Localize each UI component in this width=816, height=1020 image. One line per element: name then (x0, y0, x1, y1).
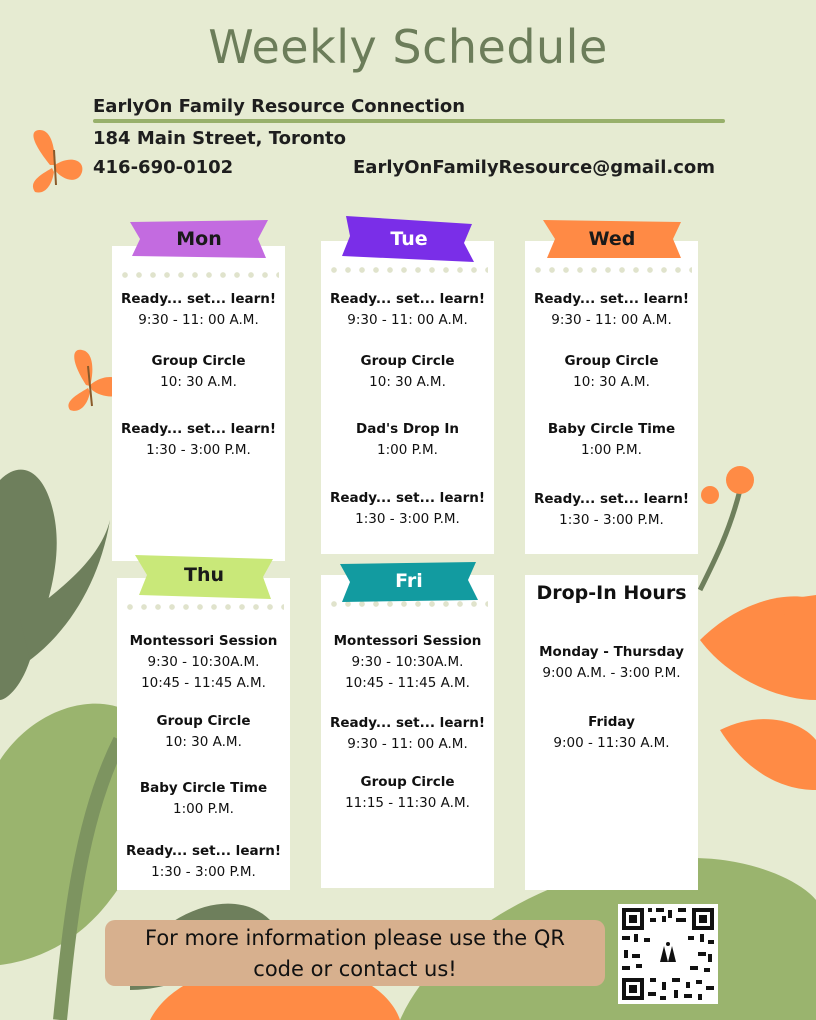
page-title: Weekly Schedule (208, 20, 608, 74)
left-leaf-dark (0, 470, 57, 700)
activity-time: 1:00 P.M. (377, 442, 438, 458)
day-card-mon (112, 246, 285, 561)
activity-name: Montessori Session (129, 633, 278, 649)
schedule-entry (525, 419, 698, 461)
activity-time: 10:45 - 11:45 A.M. (345, 675, 470, 691)
flower-icon (701, 486, 719, 504)
qr-code-icon[interactable] (618, 904, 718, 1004)
day-label-text: Thu (183, 564, 224, 586)
schedule-entry (321, 631, 494, 694)
activity-time: 9:30 - 10:30A.M. (147, 654, 260, 670)
day-label-text: Mon (176, 228, 222, 250)
activity-time: 9:30 - 11: 00 A.M. (551, 312, 672, 328)
activity-time: 1:30 - 3:00 P.M. (151, 864, 256, 880)
activity-name: Ready... set... learn! (120, 421, 277, 437)
activity-time: 10: 30 A.M. (160, 374, 237, 390)
header-divider (93, 119, 725, 123)
schedule-entry (525, 351, 698, 393)
dropin-card (525, 575, 698, 890)
contact-callout (105, 920, 605, 986)
org-phone[interactable]: 416-690-0102 (93, 157, 234, 178)
activity-time: 9:30 - 10:30A.M. (351, 654, 464, 670)
activity-name: Ready... set... learn! (533, 491, 690, 507)
schedule-entry (321, 289, 494, 331)
activity-time: 1:30 - 3:00 P.M. (355, 511, 460, 527)
activity-name: Dad's Drop In (356, 421, 459, 437)
day-label-text: Tue (390, 228, 428, 250)
schedule-entry (321, 488, 494, 530)
dropin-entry (525, 712, 698, 754)
activity-time: 9:30 - 11: 00 A.M. (347, 736, 468, 752)
schedule-entry (112, 289, 285, 331)
day-card-wed (525, 241, 698, 554)
activity-name: Ready... set... learn! (125, 843, 282, 859)
day-label-thu (135, 555, 273, 599)
schedule-entry (117, 778, 290, 820)
schedule-entry (117, 841, 290, 883)
activity-time: 1:00 P.M. (173, 801, 234, 817)
cta-line-2: code or contact us! (253, 957, 457, 981)
activity-name: Group Circle (360, 353, 455, 369)
activity-time: 9:30 - 11: 00 A.M. (347, 312, 468, 328)
activity-name: Baby Circle Time (547, 421, 676, 437)
day-label-mon (130, 220, 268, 258)
activity-name: Ready... set... learn! (329, 715, 486, 731)
org-email[interactable]: EarlyOnFamilyResource@gmail.com (353, 157, 716, 178)
flower-stem (700, 490, 740, 590)
dotted-divider (118, 272, 279, 278)
day-card-thu (117, 578, 290, 890)
activity-name: Ready... set... learn! (533, 291, 690, 307)
dropin-title: Drop-In Hours (536, 582, 687, 604)
activity-time: 10:45 - 11:45 A.M. (141, 675, 266, 691)
activity-name: Ready... set... learn! (329, 291, 486, 307)
right-orange-leaf-2 (720, 719, 816, 790)
activity-name: Baby Circle Time (139, 780, 268, 796)
schedule-entry (117, 711, 290, 753)
day-card-fri (321, 575, 494, 888)
dropin-entry (525, 642, 698, 684)
schedule-entry (321, 419, 494, 461)
day-label-text: Fri (395, 570, 423, 592)
schedule-entry (321, 351, 494, 393)
activity-time: 1:30 - 3:00 P.M. (146, 442, 251, 458)
cta-line-1: For more information please use the QR (144, 926, 566, 950)
activity-name: Ready... set... learn! (329, 490, 486, 506)
dropin-time: 9:00 A.M. - 3:00 P.M. (542, 665, 681, 681)
day-label-tue (340, 216, 478, 262)
day-label-fri (340, 562, 478, 602)
dropin-days: Monday - Thursday (539, 644, 684, 660)
dotted-divider (123, 604, 284, 610)
day-card-tue (321, 241, 494, 554)
activity-time: 10: 30 A.M. (165, 734, 242, 750)
activity-time: 1:30 - 3:00 P.M. (559, 512, 664, 528)
butterfly-icon (33, 130, 82, 193)
activity-time: 11:15 - 11:30 A.M. (345, 795, 470, 811)
activity-name: Group Circle (156, 713, 251, 729)
activity-name: Group Circle (151, 353, 246, 369)
activity-time: 10: 30 A.M. (573, 374, 650, 390)
org-name: EarlyOn Family Resource Connection (93, 96, 466, 117)
schedule-entry (112, 351, 285, 393)
dotted-divider (531, 267, 692, 273)
schedule-entry (112, 419, 285, 461)
dotted-divider (327, 267, 488, 273)
activity-name: Montessori Session (333, 633, 482, 649)
activity-time: 10: 30 A.M. (369, 374, 446, 390)
activity-name: Group Circle (564, 353, 659, 369)
schedule-entry (321, 772, 494, 814)
activity-time: 1:00 P.M. (581, 442, 642, 458)
activity-time: 9:30 - 11: 00 A.M. (138, 312, 259, 328)
schedule-entry (321, 713, 494, 755)
flower-icon (726, 466, 754, 494)
day-label-text: Wed (588, 228, 636, 250)
dropin-days: Friday (588, 714, 635, 730)
org-address: 184 Main Street, Toronto (93, 128, 347, 149)
activity-name: Ready... set... learn! (120, 291, 277, 307)
schedule-entry (117, 631, 290, 694)
schedule-entry (525, 289, 698, 331)
schedule-entry (525, 489, 698, 531)
dropin-time: 9:00 - 11:30 A.M. (553, 735, 670, 751)
activity-name: Group Circle (360, 774, 455, 790)
day-label-wed (543, 220, 681, 258)
